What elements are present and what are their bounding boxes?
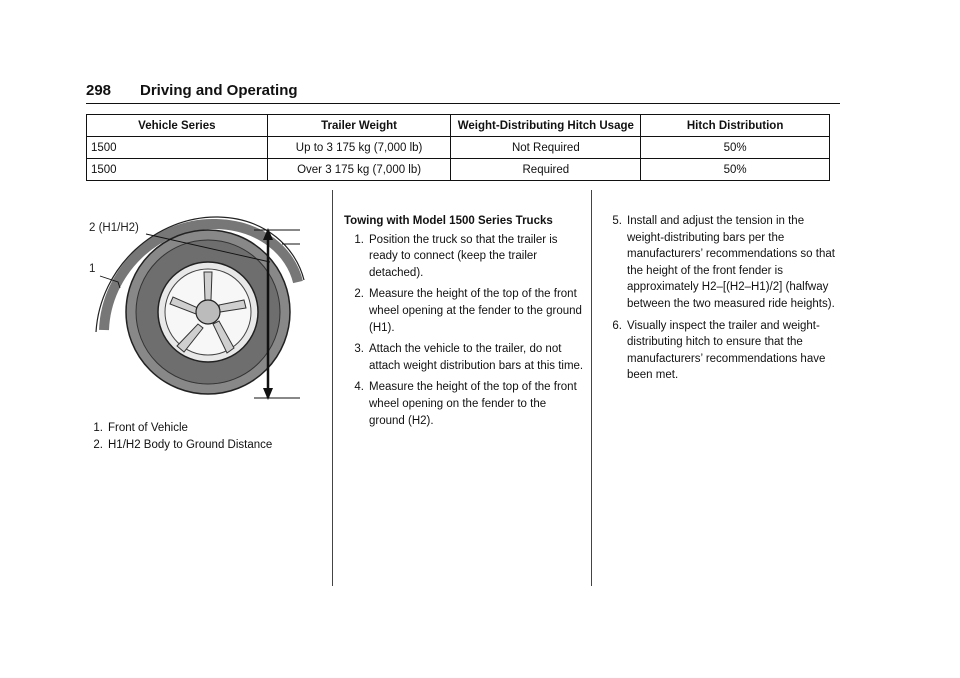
towing-column-right [602, 213, 842, 389]
list-item: 1. Position the truck so that the trailer is ready to connect (keep the trailer detached). [354, 233, 558, 279]
towing-heading: Towing with Model 1500 Series Trucks [344, 215, 553, 227]
list-item: 2. H1/H2 Body to Ground Distance [93, 439, 273, 451]
wheel-height-figure [86, 212, 310, 402]
header-rule [86, 103, 840, 104]
list-item: 6. Visually inspect the trailer and weight-distributing hitch to ensure that the manufacturers’ recommendations have been met. [612, 319, 826, 382]
header-hitch-usage: Weight-Distributing Hitch Usage [451, 115, 641, 137]
wheel-illustration [86, 212, 310, 402]
column-divider-1 [332, 190, 333, 586]
section-title: Driving and Operating [140, 82, 298, 99]
list-item: 5. Install and adjust the tension in the weight-distributing bars per the manufacturers’ recommendations so that the height of the front fender is approximately H2–[(H2–H1)/2] (halfway between the two measured ride heights). [612, 215, 835, 310]
cell-hitch-usage: Required [451, 159, 641, 181]
table-row [87, 159, 830, 181]
list-item: 4. Measure the height of the top of the front wheel opening on the fender to the ground (H2). [354, 381, 577, 427]
cell-hitch-distribution: 50% [641, 137, 830, 159]
callout-2: 2 (H1/H2) [89, 222, 139, 234]
cell-vehicle-series: 1500 [87, 137, 268, 159]
header-vehicle-series: Vehicle Series [87, 115, 268, 137]
table-row [87, 137, 830, 159]
cell-trailer-weight: Up to 3 175 kg (7,000 lb) [267, 137, 451, 159]
cell-hitch-distribution: 50% [641, 159, 830, 181]
list-item: 1. Front of Vehicle [93, 422, 188, 434]
towing-column-middle [344, 213, 584, 434]
callout-1: 1 [89, 263, 96, 275]
header-trailer-weight: Trailer Weight [267, 115, 451, 137]
list-item: 3. Attach the vehicle to the trailer, do not attach weight distribution bars at this time. [354, 343, 584, 372]
figure-caption-list [86, 420, 326, 454]
header-hitch-distribution: Hitch Distribution [641, 115, 830, 137]
cell-trailer-weight: Over 3 175 kg (7,000 lb) [267, 159, 451, 181]
table-header-row [87, 115, 830, 137]
list-item: 2. Measure the height of the top of the front wheel opening at the fender to the ground (H1). [354, 288, 582, 334]
cell-hitch-usage: Not Required [451, 137, 641, 159]
page-header [86, 82, 840, 104]
trailer-spec-table [86, 114, 830, 181]
cell-vehicle-series: 1500 [87, 159, 268, 181]
wheel-hub [196, 300, 220, 324]
column-divider-2 [591, 190, 592, 586]
page-number: 298 [86, 82, 112, 99]
